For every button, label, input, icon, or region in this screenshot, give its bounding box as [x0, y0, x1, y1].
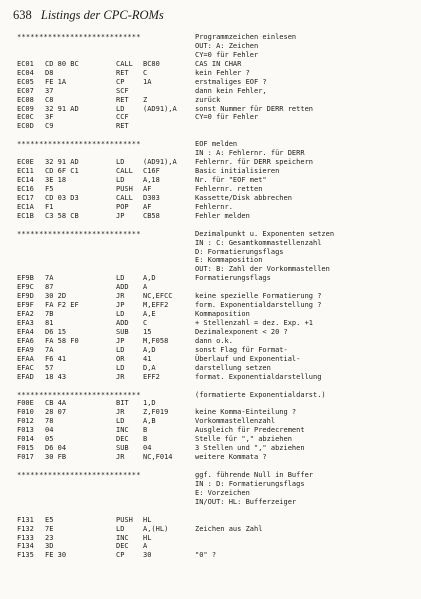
blank-line — [17, 221, 415, 230]
mnemonic: INC — [116, 533, 129, 542]
mnemonic: JP — [116, 211, 125, 220]
opcode-bytes: 04 — [45, 426, 54, 435]
comment-text: OUT: A: Zeichen — [195, 41, 259, 50]
comment-line — [17, 51, 415, 60]
address: F132 — [17, 524, 34, 533]
mnemonic: LD — [116, 363, 125, 372]
page-title: Listings der CPC-ROMs — [40, 8, 164, 22]
mnemonic: JR — [116, 372, 125, 381]
comment-text: Dezimalexponent < 20 ? — [195, 327, 288, 336]
opcode-bytes: D6 04 — [45, 444, 67, 453]
mnemonic: OR — [116, 354, 125, 363]
comment-text: CY=0 für Fehler — [195, 50, 259, 59]
operand: C — [143, 319, 148, 327]
address: EC09 — [17, 104, 34, 113]
comment-text: erstmaliges EOF ? — [195, 77, 267, 86]
address: EFA6 — [17, 336, 34, 345]
instruction-line — [17, 346, 415, 355]
comment-line — [17, 149, 415, 158]
opcode-bytes: 23 — [45, 533, 54, 542]
mnemonic: SCF — [116, 86, 129, 95]
operand: A,D — [143, 345, 156, 354]
instruction-line — [17, 551, 415, 560]
instruction-line — [17, 176, 415, 185]
operand: D303 — [143, 193, 160, 202]
opcode-bytes: 28 07 — [45, 408, 67, 417]
comment-text: dann kein Fehler, — [195, 86, 267, 95]
address: F010 — [17, 408, 34, 417]
mnemonic: JR — [116, 408, 125, 417]
instruction-line — [17, 113, 415, 122]
operand: A — [143, 283, 148, 292]
opcode-bytes: F1 — [45, 202, 54, 211]
opcode-bytes: C3 58 CB — [45, 211, 79, 220]
comment-text: Ausgleich für Predecrement — [195, 426, 305, 435]
address: EF9D — [17, 292, 34, 301]
separator-stars: **************************** — [17, 229, 141, 238]
address: EF9F — [17, 301, 34, 310]
operand: B — [143, 426, 148, 435]
mnemonic: DEC — [116, 542, 129, 551]
mnemonic: JR — [116, 453, 125, 462]
mnemonic: RET — [116, 95, 129, 104]
operand: C16F — [143, 167, 160, 176]
comment-text: E: Kommaposition — [195, 256, 263, 265]
instruction-line — [17, 292, 415, 301]
comment-text: CAS IN CHAR — [195, 59, 242, 68]
operand: M,EFF2 — [143, 301, 169, 310]
comment-text: Formatierungsflags — [195, 274, 271, 283]
mnemonic: LD — [116, 104, 125, 113]
instruction-line — [17, 60, 415, 69]
comment-text: form. Exponentialdarstellung ? — [195, 301, 322, 310]
instruction-line — [17, 78, 415, 87]
section-title: Programmzeichen einlesen — [195, 33, 297, 41]
operand: CB58 — [143, 211, 160, 220]
section-title: ggf. führende Null in Buffer — [195, 470, 314, 479]
operand: A,E — [143, 310, 156, 319]
opcode-bytes: 3E 18 — [45, 176, 67, 184]
operand: Z,F019 — [143, 408, 169, 417]
opcode-bytes: 32 91 AD — [45, 158, 79, 167]
mnemonic: LD — [116, 158, 125, 167]
operand: AF — [143, 184, 152, 193]
opcode-bytes: FE 1A — [45, 77, 67, 86]
section-title: (formatierte Exponentialdarst.) — [195, 390, 326, 399]
comment-text: E: Vorzeichen — [195, 488, 250, 497]
address: EC0E — [17, 158, 34, 167]
instruction-line — [17, 408, 415, 417]
address: EC07 — [17, 86, 34, 95]
instruction-line — [17, 87, 415, 96]
address: F015 — [17, 444, 34, 453]
opcode-bytes: CD 80 BC — [45, 59, 79, 68]
operand: BC80 — [143, 59, 160, 68]
separator-stars: **************************** — [17, 390, 141, 399]
separator-stars: **************************** — [17, 33, 141, 41]
address: F131 — [17, 515, 34, 524]
opcode-bytes: 30 2D — [45, 292, 67, 301]
comment-text: Fehlernr. retten — [195, 184, 263, 193]
mnemonic: INC — [116, 426, 129, 435]
assembly-listing — [17, 33, 415, 560]
comment-line — [17, 498, 415, 507]
blank-line — [17, 507, 415, 516]
opcode-bytes: 32 91 AD — [45, 104, 79, 113]
mnemonic: ADD — [116, 319, 129, 327]
instruction-line — [17, 122, 415, 131]
operand: 30 — [143, 551, 152, 560]
comment-line — [17, 265, 415, 274]
section-title: EOF melden — [195, 140, 238, 149]
instruction-line — [17, 194, 415, 203]
address: EC08 — [17, 95, 34, 104]
mnemonic: LD — [116, 524, 125, 533]
mnemonic: POP — [116, 202, 129, 211]
address: EC14 — [17, 176, 34, 184]
address: EF9B — [17, 274, 34, 283]
comment-text: darstellung setzen — [195, 363, 271, 372]
mnemonic: PUSH — [116, 184, 133, 193]
instruction-line — [17, 453, 415, 462]
comment-text: 3 Stellen und "," abziehen — [195, 444, 305, 453]
comment-text: IN : A: Fehlernr. für DERR — [195, 149, 305, 158]
instruction-line — [17, 516, 415, 525]
address: F133 — [17, 533, 34, 542]
operand: NC,F014 — [143, 453, 173, 462]
mnemonic: LD — [116, 176, 125, 184]
comment-text: + Stellenzahl = dez. Exp. +1 — [195, 319, 314, 327]
operand: HL — [143, 533, 152, 542]
separator-stars: **************************** — [17, 470, 141, 479]
address: EFAA — [17, 354, 34, 363]
instruction-line — [17, 373, 415, 382]
mnemonic: LD — [116, 310, 125, 319]
address: EC0C — [17, 113, 34, 122]
instruction-line — [17, 167, 415, 176]
instruction-line — [17, 542, 415, 551]
opcode-bytes: 7A — [45, 345, 54, 354]
comment-line — [17, 480, 415, 489]
operand: NC,EFCC — [143, 292, 173, 301]
comment-text: Fehlernr. — [195, 202, 233, 211]
section-header — [17, 33, 415, 42]
comment-text: keine spezielle Formatierung ? — [195, 292, 322, 301]
address: EFA3 — [17, 319, 34, 327]
opcode-bytes: CD 6F C1 — [45, 167, 79, 176]
instruction-line — [17, 417, 415, 426]
page-number: 638 — [13, 8, 32, 22]
operand: (AD91),A — [143, 158, 177, 167]
comment-text: dann o.k. — [195, 336, 233, 345]
address: F014 — [17, 435, 34, 444]
instruction-line — [17, 158, 415, 167]
opcode-bytes: 7B — [45, 310, 54, 319]
address: EC0D — [17, 122, 34, 131]
address: EF9C — [17, 283, 34, 292]
opcode-bytes: F6 41 — [45, 354, 67, 363]
opcode-bytes: F5 — [45, 184, 54, 193]
comment-line — [17, 256, 415, 265]
mnemonic: LD — [116, 345, 125, 354]
mnemonic: CP — [116, 77, 125, 86]
address: F013 — [17, 426, 34, 435]
instruction-line — [17, 337, 415, 346]
page-header — [13, 8, 164, 23]
operand: C — [143, 68, 148, 77]
opcode-bytes: FA F2 EF — [45, 301, 79, 310]
opcode-bytes: 37 — [45, 86, 54, 95]
mnemonic: BIT — [116, 399, 129, 408]
opcode-bytes: 3F — [45, 113, 54, 122]
address: EC11 — [17, 167, 34, 176]
mnemonic: PUSH — [116, 515, 133, 524]
opcode-bytes: 18 43 — [45, 372, 67, 381]
operand: A,18 — [143, 176, 160, 184]
comment-text: IN : D: Formatierungsflags — [195, 479, 305, 488]
operand: Z — [143, 95, 148, 104]
operand: 1,D — [143, 399, 156, 408]
operand: 41 — [143, 354, 152, 363]
address: EFAC — [17, 363, 34, 372]
mnemonic: CALL — [116, 167, 133, 176]
operand: M,F058 — [143, 336, 169, 345]
blank-line — [17, 462, 415, 471]
opcode-bytes: 7E — [45, 524, 54, 533]
address: EC04 — [17, 68, 34, 77]
operand: B — [143, 435, 148, 444]
blank-line — [17, 382, 415, 391]
opcode-bytes: D6 15 — [45, 327, 67, 336]
section-header — [17, 391, 415, 400]
address: EC1A — [17, 202, 34, 211]
mnemonic: LD — [116, 274, 125, 283]
comment-text: format. Exponentialdarstellung — [195, 372, 322, 381]
comment-line — [17, 248, 415, 257]
mnemonic: ADD — [116, 283, 129, 292]
separator-stars: **************************** — [17, 140, 141, 149]
instruction-line — [17, 212, 415, 221]
address: EFAD — [17, 372, 34, 381]
operand: D,A — [143, 363, 156, 372]
comment-line — [17, 239, 415, 248]
operand: 1A — [143, 77, 152, 86]
comment-text: Zeichen aus Zahl — [195, 524, 263, 533]
blank-line — [17, 131, 415, 140]
mnemonic: LD — [116, 417, 125, 426]
section-header — [17, 230, 415, 239]
operand: (AD91),A — [143, 104, 177, 113]
instruction-line — [17, 319, 415, 328]
opcode-bytes: FE 30 — [45, 551, 67, 560]
mnemonic: JP — [116, 336, 125, 345]
comment-text: sonst Nummer für DERR retten — [195, 104, 314, 113]
opcode-bytes: 87 — [45, 283, 54, 292]
opcode-bytes: E5 — [45, 515, 54, 524]
instruction-line — [17, 426, 415, 435]
instruction-line — [17, 203, 415, 212]
address: EFA9 — [17, 345, 34, 354]
opcode-bytes: 81 — [45, 319, 54, 327]
mnemonic: CALL — [116, 59, 133, 68]
comment-text: Kassette/Disk abbrechen — [195, 193, 292, 202]
comment-text: Kommaposition — [195, 310, 250, 319]
mnemonic: CCF — [116, 113, 129, 122]
comment-text: keine Komma-Einteilung ? — [195, 408, 297, 417]
instruction-line — [17, 301, 415, 310]
address: EC17 — [17, 193, 34, 202]
address: F017 — [17, 453, 34, 462]
opcode-bytes: C8 — [45, 95, 54, 104]
comment-line — [17, 489, 415, 498]
opcode-bytes: 57 — [45, 363, 54, 372]
comment-text: kein Fehler ? — [195, 68, 250, 77]
comment-text: D: Formatierungsflags — [195, 247, 284, 256]
instruction-line — [17, 525, 415, 534]
comment-text: Fehler melden — [195, 211, 250, 220]
instruction-line — [17, 534, 415, 543]
mnemonic: CP — [116, 551, 125, 560]
opcode-bytes: 30 FB — [45, 453, 67, 462]
instruction-line — [17, 96, 415, 105]
opcode-bytes: CB 4A — [45, 399, 67, 408]
instruction-line — [17, 105, 415, 114]
instruction-line — [17, 435, 415, 444]
opcode-bytes: FA 58 F0 — [45, 336, 79, 345]
address: F012 — [17, 417, 34, 426]
address: EFA4 — [17, 327, 34, 336]
instruction-line — [17, 283, 415, 292]
operand: AF — [143, 202, 152, 211]
address: F00E — [17, 399, 34, 408]
address: EC05 — [17, 77, 34, 86]
comment-text: zurück — [195, 95, 221, 104]
section-title: Dezimalpunkt u. Exponenten setzen — [195, 229, 335, 238]
mnemonic: JP — [116, 301, 125, 310]
address: EC16 — [17, 184, 34, 193]
comment-text: IN : C: Gesamtkommastellenzahl — [195, 238, 322, 247]
comment-text: CY=0 für Fehler — [195, 113, 259, 122]
comment-text: Stelle für "," abziehen — [195, 435, 292, 444]
opcode-bytes: 3D — [45, 542, 54, 551]
address: EFA2 — [17, 310, 34, 319]
operand: 04 — [143, 444, 152, 453]
comment-text: Überlauf und Exponential- — [195, 354, 301, 363]
comment-line — [17, 42, 415, 51]
comment-text: Basic initialisieren — [195, 167, 280, 176]
operand: EFF2 — [143, 372, 160, 381]
instruction-line — [17, 364, 415, 373]
instruction-line — [17, 185, 415, 194]
operand: A,D — [143, 274, 156, 283]
comment-text: OUT: B: Zahl der Vorkommastellen — [195, 265, 330, 274]
mnemonic: DEC — [116, 435, 129, 444]
opcode-bytes: D8 — [45, 68, 54, 77]
address: F134 — [17, 542, 34, 551]
opcode-bytes: 78 — [45, 417, 54, 426]
instruction-line — [17, 444, 415, 453]
comment-text: sonst Flag für Format- — [195, 345, 288, 354]
instruction-line — [17, 328, 415, 337]
comment-text: Vorkommastellenzahl — [195, 417, 276, 426]
mnemonic: RET — [116, 122, 129, 131]
comment-text: "0" ? — [195, 551, 217, 560]
instruction-line — [17, 69, 415, 78]
mnemonic: SUB — [116, 327, 129, 336]
operand: A,B — [143, 417, 156, 426]
operand: 15 — [143, 327, 152, 336]
comment-text: weitere Kommata ? — [195, 453, 267, 462]
mnemonic: JR — [116, 292, 125, 301]
opcode-bytes: 05 — [45, 435, 54, 444]
operand: HL — [143, 515, 152, 524]
address: EC01 — [17, 59, 34, 68]
address: F135 — [17, 551, 34, 560]
comment-text: Nr. für "EOF met" — [195, 176, 267, 184]
section-header — [17, 471, 415, 480]
mnemonic: RET — [116, 68, 129, 77]
operand: A,(HL) — [143, 524, 169, 533]
opcode-bytes: CD 03 D3 — [45, 193, 79, 202]
operand: A — [143, 542, 148, 551]
opcode-bytes: 7A — [45, 274, 54, 283]
comment-text: IN/OUT: HL: Bufferzeiger — [195, 497, 297, 506]
instruction-line — [17, 355, 415, 364]
mnemonic: SUB — [116, 444, 129, 453]
section-header — [17, 140, 415, 149]
address: EC1B — [17, 211, 34, 220]
mnemonic: CALL — [116, 193, 133, 202]
instruction-line — [17, 274, 415, 283]
instruction-line — [17, 310, 415, 319]
instruction-line — [17, 399, 415, 408]
opcode-bytes: C9 — [45, 122, 54, 131]
comment-text: Fehlernr. für DERR speichern — [195, 158, 314, 167]
